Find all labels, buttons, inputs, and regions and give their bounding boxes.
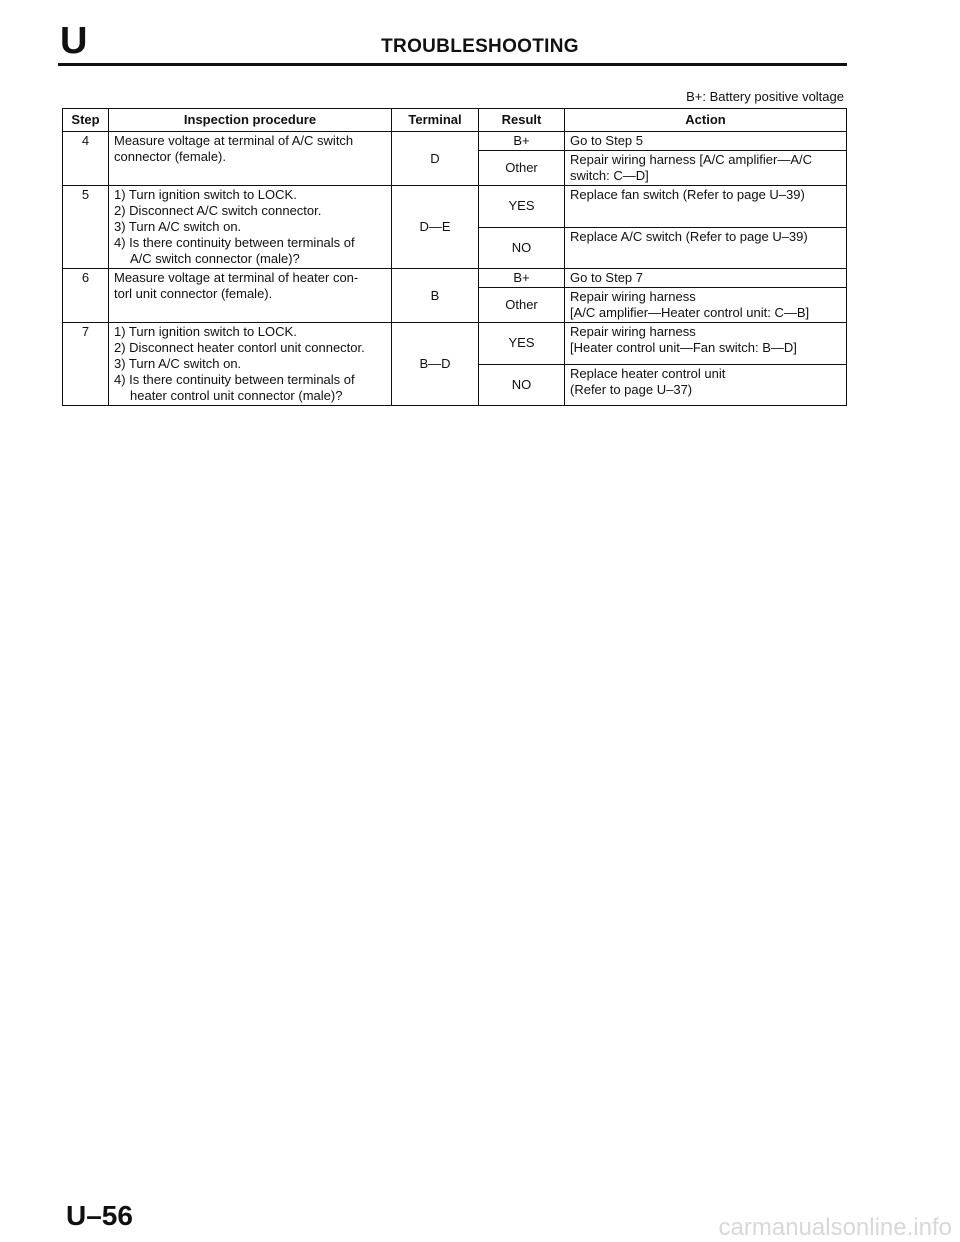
column-header-procedure: Inspection procedure <box>109 109 392 132</box>
procedure-line: Measure voltage at terminal of A/C switch <box>114 133 354 148</box>
table-header-row <box>63 109 847 132</box>
procedure-line: 1) Turn ignition switch to LOCK. <box>114 324 297 339</box>
action-line: Replace A/C switch (Refer to page U–39) <box>570 228 808 244</box>
step-number: 5 <box>63 186 109 269</box>
troubleshooting-table <box>62 108 847 406</box>
action <box>565 186 847 228</box>
procedure-line: 4) Is there continuity between terminals of <box>114 372 355 387</box>
procedure-line: 2) Disconnect A/C switch connector. <box>114 203 322 218</box>
inspection-procedure <box>109 269 392 323</box>
page-title: TROUBLESHOOTING <box>381 36 579 57</box>
action-line: Replace fan switch (Refer to page U–39) <box>570 187 805 202</box>
action-line: Go to Step 7 <box>570 270 643 285</box>
table-row <box>63 186 847 228</box>
action <box>565 288 847 323</box>
action-line: [Heater control unit—Fan switch: B—D] <box>570 340 797 355</box>
procedure-line: A/C switch connector (male)? <box>130 251 300 266</box>
procedure-line: 2) Disconnect heater contorl unit connector. <box>114 340 365 355</box>
header-rule <box>58 63 847 66</box>
column-header-result: Result <box>479 109 565 132</box>
action-line: [A/C amplifier—Heater control unit: C—B] <box>570 305 810 320</box>
terminal: D <box>392 132 479 186</box>
result: YES <box>479 186 565 228</box>
procedure-line: heater control unit connector (male)? <box>130 388 343 403</box>
procedure-line: torl unit connector (female). <box>114 286 273 301</box>
table-row <box>63 323 847 365</box>
terminal: B <box>392 269 479 323</box>
procedure-line: 3) Turn A/C switch on. <box>114 219 242 234</box>
procedure-line: Measure voltage at terminal of heater con- <box>114 270 359 285</box>
column-header-step: Step <box>63 109 109 132</box>
terminal: D—E <box>392 186 479 269</box>
action <box>565 227 847 269</box>
result: Other <box>479 288 565 323</box>
step-number: 4 <box>63 132 109 186</box>
result: B+ <box>479 132 565 151</box>
step-number: 6 <box>63 269 109 323</box>
column-header-action: Action <box>565 109 847 132</box>
action <box>565 132 847 151</box>
procedure-line: 4) Is there continuity between terminals of <box>114 235 355 250</box>
action <box>565 364 847 406</box>
result: NO <box>479 227 565 269</box>
action-line: Repair wiring harness <box>570 289 696 304</box>
action-line: Repair wiring harness [A/C amplifier—A/C <box>570 152 813 167</box>
action <box>565 323 847 365</box>
result: YES <box>479 323 565 365</box>
action-line: Replace heater control unit <box>570 365 726 381</box>
action <box>565 151 847 186</box>
inspection-procedure <box>109 132 392 186</box>
watermark: carmanualsonline.info <box>718 1214 952 1241</box>
column-header-terminal: Terminal <box>392 109 479 132</box>
action <box>565 269 847 288</box>
procedure-line: 1) Turn ignition switch to LOCK. <box>114 187 297 202</box>
result: B+ <box>479 269 565 288</box>
section-letter: U <box>60 20 88 62</box>
page-number: U–56 <box>66 1200 133 1231</box>
action-line: switch: C—D] <box>570 168 649 183</box>
procedure-line: 3) Turn A/C switch on. <box>114 356 242 371</box>
voltage-note: B+: Battery positive voltage <box>686 89 844 104</box>
action-line: Go to Step 5 <box>570 133 643 148</box>
action-line: Repair wiring harness <box>570 324 696 339</box>
action-line: (Refer to page U–37) <box>570 381 693 397</box>
result: NO <box>479 364 565 406</box>
table-row <box>63 132 847 151</box>
inspection-procedure <box>109 186 392 269</box>
terminal: B—D <box>392 323 479 406</box>
procedure-line: connector (female). <box>114 149 226 164</box>
result: Other <box>479 151 565 186</box>
table-row <box>63 269 847 288</box>
step-number: 7 <box>63 323 109 406</box>
inspection-procedure <box>109 323 392 406</box>
